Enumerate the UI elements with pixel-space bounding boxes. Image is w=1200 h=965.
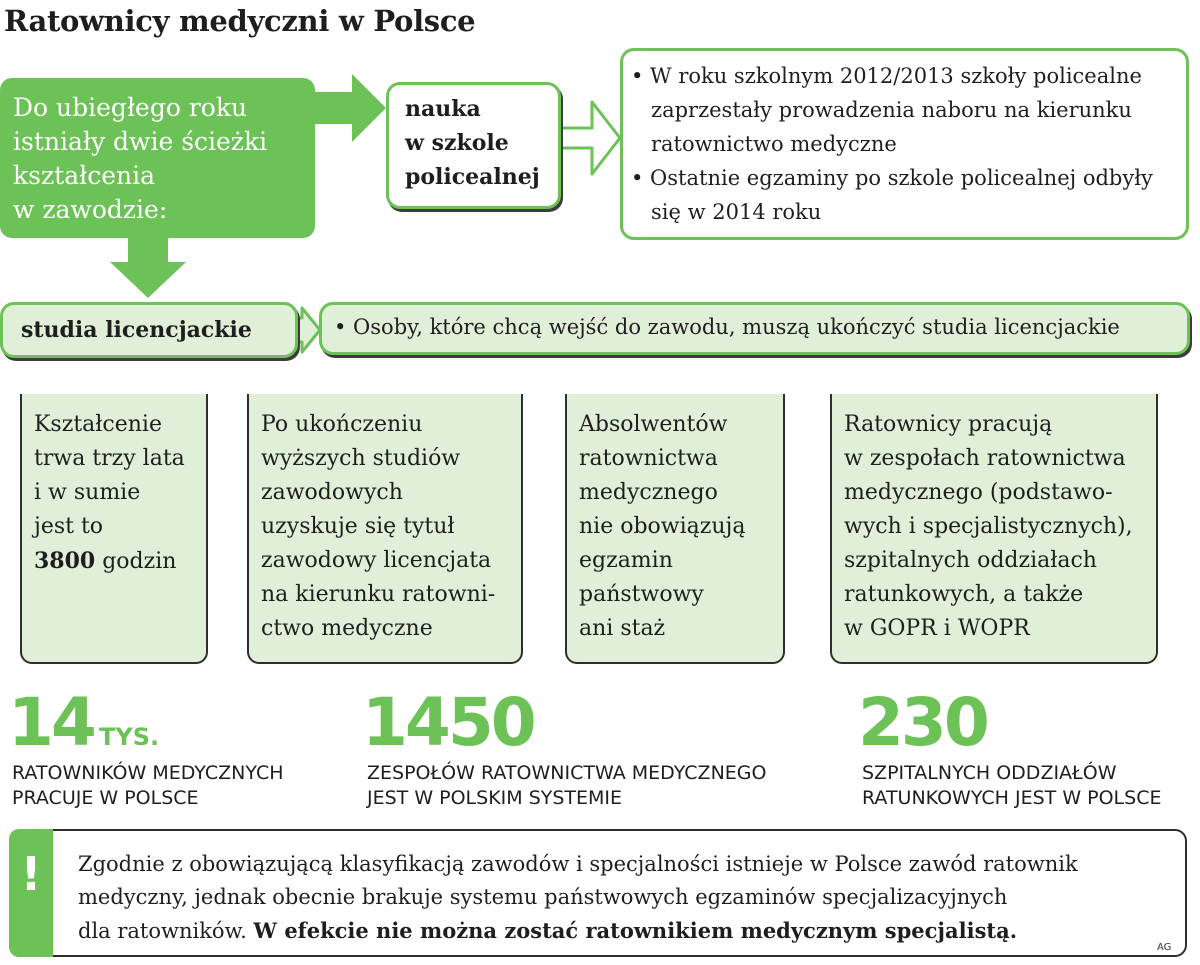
info-bullet: • W roku szkolnym 2012/2013 szkoły policealne zaprzestały prowadzenia naboru na kierunku ratownictwo medyczne: [631, 64, 1142, 156]
intro-line: kształcenia: [13, 161, 156, 190]
bachelor-path-box: studia licencjackie: [0, 302, 298, 358]
card-line: nie obowiązują: [579, 514, 746, 539]
card-line: ratownictwa: [579, 446, 718, 471]
stat-label-line: PRACUJE W POLSCE: [12, 787, 199, 809]
stat-label-line: SZPITALNYCH ODDZIAŁÓW: [862, 762, 1117, 784]
warning-conclusion: W efekcie nie można zostać ratownikiem medycznym specjalistą.: [253, 918, 1018, 943]
postsecondary-path-box: [386, 82, 561, 209]
stat-wards: [858, 684, 987, 761]
intro-line: istniały dwie ścieżki: [13, 127, 268, 156]
intro-line: Do ubiegłego roku: [13, 93, 248, 122]
stat-label-line: ZESPOŁÓW RATOWNICTWA MEDYCZNEGO: [367, 762, 767, 784]
card-line: zawodowy licencjata: [261, 548, 492, 573]
card-line: Absolwentów: [579, 412, 728, 437]
card-line: medycznego (podstawo-: [844, 480, 1113, 505]
card-line: Kształcenie: [34, 412, 162, 437]
postsecondary-path-line: w szkole: [405, 130, 509, 156]
card-line: ani staż: [579, 616, 666, 641]
arrow-right-outline-icon: [560, 102, 620, 174]
stat-label-line: RATOWNIKÓW MEDYCZNYCH: [12, 762, 284, 784]
postsecondary-path-line: policealnej: [405, 164, 540, 190]
card-line: w GOPR i WOPR: [844, 616, 1030, 641]
stat-value: 14: [8, 684, 94, 761]
card-line: na kierunku ratowni-: [261, 582, 496, 607]
card-line: egzamin: [579, 548, 673, 573]
stat-unit: TYS.: [98, 723, 160, 751]
card-line: państwowy: [579, 582, 704, 607]
card-line: [34, 544, 206, 579]
warning-line: [78, 914, 1178, 948]
stat-value: 1450: [362, 684, 534, 761]
card-line: medycznego: [579, 480, 718, 505]
postsecondary-path-line: nauka: [405, 96, 481, 122]
exclamation-icon: !: [20, 847, 42, 901]
stat-teams: [362, 684, 534, 761]
warning-plain: dla ratowników.: [78, 919, 254, 943]
warning-line: Zgodnie z obowiązującą klasyfikacją zawodów i specjalności istnieje w Polsce zawód ratownik: [78, 852, 1078, 876]
card-line: ratunkowych, a także: [844, 582, 1084, 607]
card-line: Po ukończeniu: [261, 412, 423, 437]
warning-strip: [9, 829, 53, 957]
card-line: Ratownicy pracują: [844, 412, 1053, 437]
stat-paramedics: [8, 684, 160, 761]
hours-unit: godzin: [95, 549, 177, 574]
card-line: ctwo medyczne: [261, 616, 433, 641]
card-line: i w sumie: [34, 480, 141, 505]
card-line: w zespołach ratownictwa: [844, 446, 1126, 471]
warning-text: [78, 848, 1178, 948]
postsecondary-info-box: [620, 48, 1189, 240]
warning-line: medyczny, jednak obecnie brakuje systemu państwowych egzaminów specjalizacyjnych: [78, 885, 1008, 909]
stat-label: [862, 761, 1161, 811]
info-card-exam: [565, 394, 785, 664]
card-line: wyższych studiów: [261, 446, 461, 471]
card-line: trwa trzy lata: [34, 446, 185, 471]
info-card-duration: [20, 394, 208, 664]
info-bullet: • Ostatnie egzaminy po szkole policealnej odbyły się w 2014 roku: [631, 166, 1153, 224]
author-credit: AG: [1157, 942, 1172, 953]
intro-box: [0, 78, 315, 238]
hours-value: 3800: [34, 548, 96, 574]
card-line: jest to: [34, 514, 104, 539]
stat-label: [367, 761, 766, 811]
stat-value: 230: [858, 684, 987, 761]
bachelor-info-box: • Osoby, które chcą wejść do zawodu, muszą ukończyć studia licencjackie: [319, 302, 1190, 355]
stat-label-line: RATUNKOWYCH JEST W POLSCE: [862, 787, 1162, 809]
intro-line: w zawodzie:: [13, 195, 168, 224]
card-line: szpitalnych oddziałach: [844, 548, 1097, 573]
card-line: wych i specjalistycznych),: [844, 514, 1133, 539]
stat-label: [12, 761, 284, 811]
arrow-down-icon: [110, 236, 186, 298]
card-line: zawodowych: [261, 480, 403, 505]
info-card-workplaces: [830, 394, 1158, 664]
arrow-right-icon: [312, 74, 386, 142]
card-line: uzyskuje się tytuł: [261, 514, 455, 539]
infographic-title: Ratownicy medyczni w Polsce: [4, 4, 476, 38]
stat-label-line: JEST W POLSKIM SYSTEMIE: [367, 787, 623, 809]
info-card-title: [247, 394, 523, 664]
